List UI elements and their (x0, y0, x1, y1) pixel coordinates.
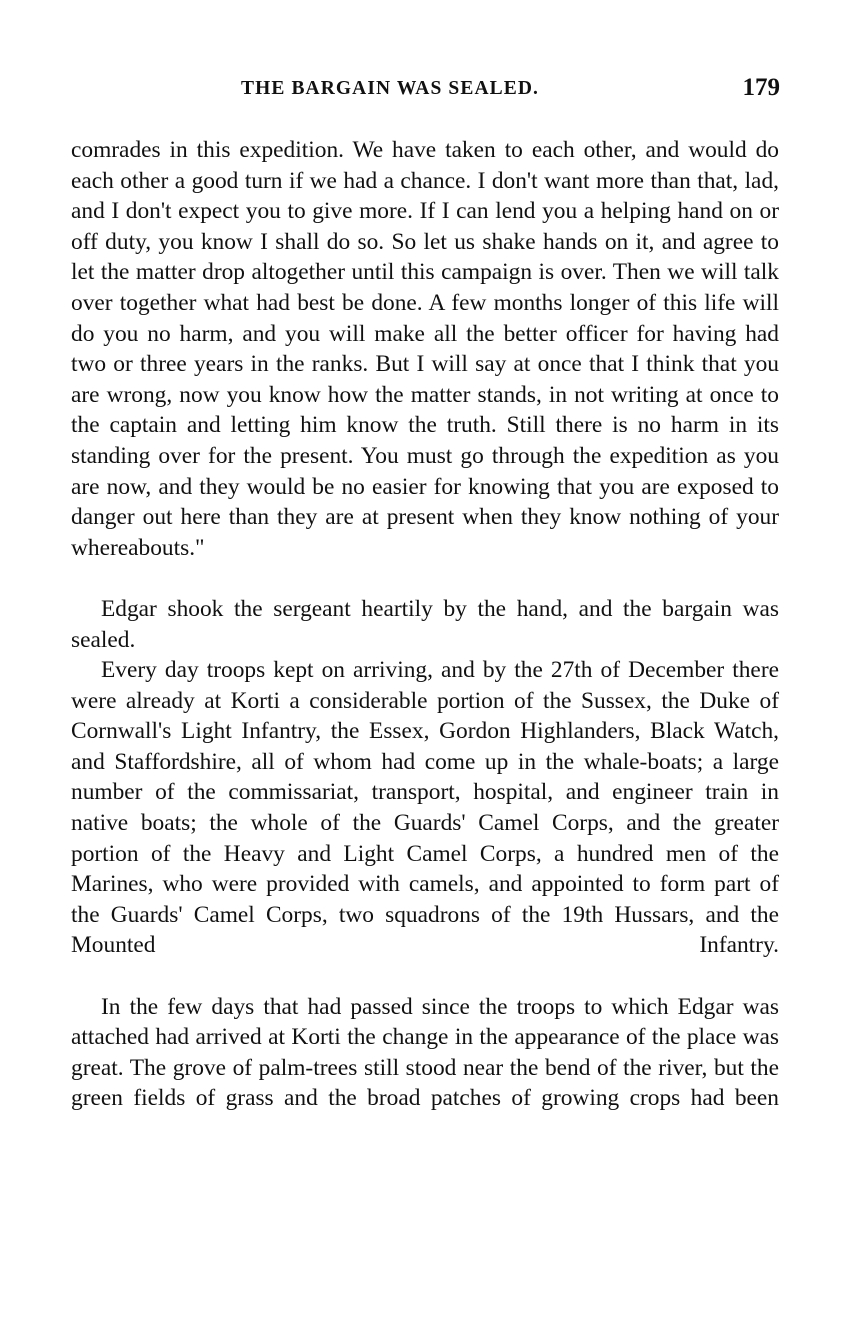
paragraph: comrades in this expedition. We have taken to each other, and would do each other a good turn if we had a chance. I don't want more than that, lad, and I don't expect you to give more. If I can lend you a helping hand on or off duty, you know I shall do so. So let us shake hands on it, and agree to let the matter drop altogether until this campaign is over. Then we will talk over together what had best be done. A few months longer of this life will do you no harm, and you will make all the better officer for having had two or three years in the ranks. But I will say at once that I think that you are wrong, now you know how the matter stands, in not writing at once to the captain and letting him know the truth. Still there is no harm in its standing over for the present. You must go through the expedition as you are now, and they would be no easier for knowing that you are exposed to danger out here than they are at present when they know nothing of your whereabouts." (71, 137, 779, 561)
page-header (70, 74, 780, 108)
running-head: THE BARGAIN WAS SEALED. (240, 78, 539, 99)
paragraph: Every day troops kept on arriving, and by the 27th of December there were already at Korti a considerable portion of the Sussex, the Duke of Cornwall's Light Infantry, the Essex, Gordon Highlanders, Black Watch, and Staffordshire, all of whom had come up in the whale-boats; a large number of the commissariat, transport, hospital, and engineer train in native boats; the whole of the Guards' Camel Corps, and the greater portion of the Heavy and Light Camel Corps, a hundred men of the Marines, who were provided with camels, and appointed to form part of the Guards' Camel Corps, two squadrons of the 19th Hussars, and the Mounted Infantry. (71, 657, 779, 959)
page-number: 179 (742, 74, 780, 101)
paragraph: Edgar shook the sergeant heartily by the hand, and the bargain was sealed. (71, 595, 779, 653)
paragraph: In the few days that had passed since the troops to which Edgar was attached had arrived at Korti the change in the appearance of the place was great. The grove of palm-trees still stood near the bend of the river, but the green fields of grass and the broad patches of growing crops had been (71, 993, 779, 1112)
body-text (71, 135, 779, 1145)
